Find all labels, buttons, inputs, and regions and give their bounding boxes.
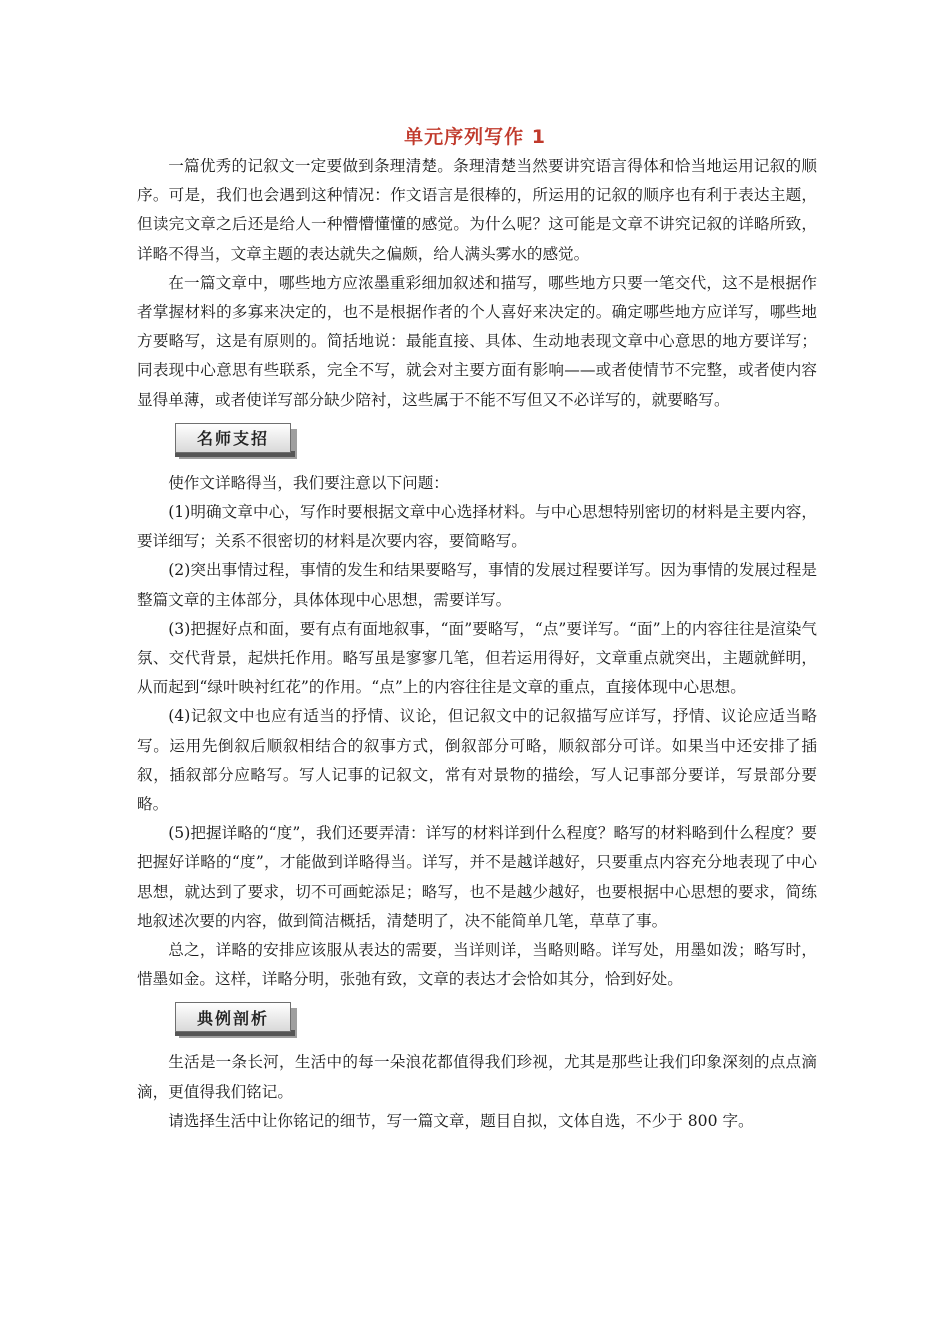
tips-paragraph: (4)记叙文中也应有适当的抒情、议论，但记叙文中的记叙描写应详写，抒情、议论应适当略写。运用先倒叙后顺叙相结合的叙事方式，倒叙部分可略，顺叙部分可详。如果当中还安排了插叙，插叙部分应略写。写人记事的记叙文，常有对景物的描绘，写人记事部分要详，写景部分要略。 — [137, 707, 817, 814]
section-badge: 名师支招 — [175, 423, 291, 453]
section-header-example — [175, 1002, 817, 1042]
example-paragraph: 生活是一条长河，生活中的每一朵浪花都值得我们珍视，尤其是那些让我们印象深刻的点点滴滴，更值得我们铭记。 — [137, 1053, 817, 1101]
tips-paragraph: (3)把握好点和面，要有点有面地叙事，“面”要略写，“点”要详写。“面”上的内容往往是渲染气氛、交代背景，起烘托作用。略写虽是寥寥几笔，但若运用得好，文章重点就突出，主题就鲜明，从而起到“绿叶映衬红花”的作用。“点”上的内容往往是文章的重点，直接体现中心思想。 — [137, 619, 817, 697]
section-header-tips — [175, 423, 817, 463]
page-title: 单元序列写作 1 — [404, 126, 546, 148]
intro-paragraph: 一篇优秀的记叙文一定要做到条理清楚。条理清楚当然要讲究语言得体和恰当地运用记叙的顺序。可是，我们也会遇到这种情况：作文语言是很棒的，所运用的记叙的顺序也有利于表达主题，但读完文章之后还是给人一种懵懵懂懂的感觉。为什么呢？这可能是文章不讲究记叙的详略所致，详略不得当，文章主题的表达就失之偏颇，给人满头雾水的感觉。 — [137, 157, 817, 263]
tips-paragraph: (1)明确文章中心，写作时要根据文章中心选择材料。与中心思想特别密切的材料是主要内容，要详细写；关系不很密切的材料是次要内容，要简略写。 — [137, 503, 817, 551]
tips-paragraph: (5)把握详略的“度”，我们还要弄清：详写的材料详到什么程度？略写的材料略到什么程度？要把握好详略的“度”，才能做到详略得当。详写，并不是越详越好，只要重点内容充分地表现了中心思想，就达到了要求，切不可画蛇添足；略写，也不是越少越好，也要根据中心思想的要求，简练地叙述次要的内容，做到简洁概括，清楚明了，决不能简单几笔，草草了事。 — [137, 824, 817, 930]
tips-paragraph: (2)突出事情过程，事情的发生和结果要略写，事情的发展过程要详写。因为事情的发展过程是整篇文章的主体部分，具体体现中心思想，需要详写。 — [137, 561, 817, 609]
tips-paragraph: 使作文详略得当，我们要注意以下问题： — [168, 473, 449, 492]
example-paragraph: 请选择生活中让你铭记的细节，写一篇文章，题目自拟，文体自选，不少于 800 字。 — [168, 1111, 754, 1130]
tips-paragraph: 总之，详略的安排应该服从表达的需要，当详则详，当略则略。详写处，用墨如泼；略写时，惜墨如金。这样，详略分明，张弛有致，文章的表达才会恰如其分，恰到好处。 — [137, 941, 817, 989]
section-badge: 典例剖析 — [175, 1002, 291, 1032]
intro-paragraph: 在一篇文章中，哪些地方应浓墨重彩细加叙述和描写，哪些地方只要一笔交代，这不是根据作者掌握材料的多寡来决定的，也不是根据作者的个人喜好来决定的。确定哪些地方应详写，哪些地方要略写，这是有原则的。简括地说：最能直接、具体、生动地表现文章中心意思的地方要详写；同表现中心意思有些联系，完全不写，就会对主要方面有影响——或者使情节不完整，或者使内容显得单薄，或者使详写部分缺少陪衬，这些属于不能不写但又不必详写的，就要略写。 — [137, 273, 817, 409]
document-body — [137, 152, 817, 1136]
